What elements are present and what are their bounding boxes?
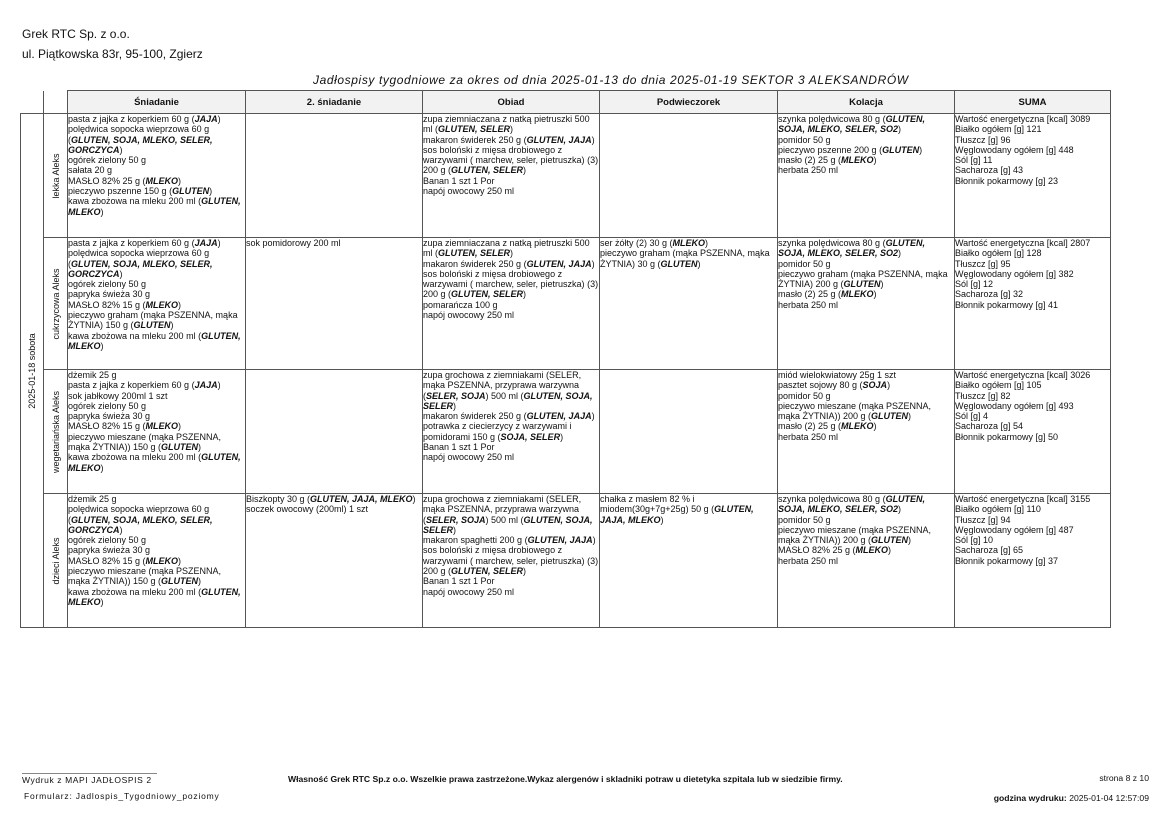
dinner-cell: [778, 494, 955, 628]
allergen-list: GLUTEN, MLEKO: [68, 330, 241, 351]
column-header-dinner: Kolacja: [778, 91, 955, 114]
allergen-list: GLUTEN, SELER: [451, 289, 524, 300]
allergen-list: MLEKO: [145, 555, 179, 566]
allergen-list: GLUTEN, JAJA: [526, 411, 592, 422]
allergen-list: GLUTEN, MLEKO: [68, 196, 241, 217]
diet-cell: [44, 494, 68, 628]
allergen-list: GLUTEN, SOJA, SELER: [423, 390, 593, 411]
weekly-menu-table: [20, 90, 1111, 628]
company-address: ul. Piątkowska 83r, 95-100, Zgierz: [22, 47, 203, 61]
allergen-list: GLUTEN: [871, 535, 909, 546]
allergen-list: GLUTEN: [882, 144, 920, 155]
allergen-list: GLUTEN: [660, 258, 698, 269]
allergen-list: GLUTEN: [172, 186, 210, 197]
second-breakfast-cell: [246, 114, 423, 238]
allergen-list: GLUTEN, SELER: [438, 248, 511, 259]
allergen-list: GLUTEN, JAJA, MLEKO: [600, 504, 754, 525]
cell-text: zupa grochowa z ziemniakami (SELER, mąka PSZENNA, przyprawa warzywna (SELER, SOJA) 500 ml (GLUTEN, SOJA, SELER) makaron świderek 250 g (GLUTEN, JAJA) potrawka z ciecierzycy z warzywami i pomidorami 150 g (SOJA, SELER) Banan 1 szt 1 Por napój owocowy 250 ml: [423, 370, 595, 463]
allergen-list: JAJA: [194, 114, 218, 124]
cell-text: Wartość energetyczna [kcal] 2807 Białko ogółem [g] 128 Tłuszcz [g] 95 Węglowodany ogółem [g] 382 Sól [g] 12 Sacharoza [g] 32 Błonnik pokarmowy [g] 41: [955, 238, 1091, 310]
footer-rights-notice: Własność Grek RTC Sp.z o.o. Wszelkie prawa zastrzeżone.Wykaz alergenów i skladniki potraw u dietetyka szpitala lub w siedzibie firmy.: [288, 774, 843, 784]
document-title: Jadłospisy tygodniowe za okres od dnia 2025-01-13 do dnia 2025-01-19 SEKTOR 3 ALEKSANDRÓW: [313, 73, 909, 87]
allergen-list: GLUTEN, SELER: [451, 165, 524, 176]
cell-text: zupa ziemniaczana z natką pietruszki 500 ml (GLUTEN, SELER) makaron świderek 250 g (GLUTEN, JAJA) sos boloński z mięsa drobiowego z warzywami ( marchew, seler, pietruszka) (3) 200 g (GLUTEN, SELER) Banan 1 szt 1 Por napój owocowy 250 ml: [423, 114, 599, 197]
table-row: [21, 238, 1111, 370]
diet-cell: [44, 238, 68, 370]
cell-text: pasta z jajka z koperkiem 60 g (JAJA) polędwica sopocka wieprzowa 60 g (GLUTEN, SOJA, MLEKO, SELER, GORCZYCA) ogórek zielony 50 g papryka świeża 30 g MASŁO 82% 15 g (MLEKO) pieczywo graham (mąka PSZENNA, mąka ŻYTNIA) 150 g (GLUTEN) kawa zbożowa na mleku 200 ml (GLUTEN, MLEKO): [68, 238, 241, 351]
allergen-list: GLUTEN, SOJA, SELER: [423, 514, 593, 535]
allergen-list: MLEKO: [145, 299, 179, 310]
table-row: [21, 494, 1111, 628]
diet-label: dzieci Aleks: [50, 536, 61, 585]
snack-cell: [600, 494, 778, 628]
sum-cell: [955, 114, 1111, 238]
allergen-list: GLUTEN, SOJA, MLEKO, SELER, GORCZYCA: [68, 258, 213, 279]
date-cell: [21, 114, 44, 628]
column-header-snack: Podwieczorek: [600, 91, 778, 114]
lunch-cell: [423, 494, 600, 628]
diet-cell: [44, 370, 68, 494]
allergen-list: JAJA: [194, 238, 218, 248]
allergen-list: GLUTEN: [161, 442, 199, 453]
allergen-list: GLUTEN, SELER: [451, 566, 524, 577]
allergen-list: MLEKO: [841, 421, 874, 432]
allergen-list: GLUTEN, JAJA: [526, 258, 592, 269]
print-time-value: 2025-01-04 12:57:09: [1069, 793, 1149, 803]
footer-printed-from: Wydruk z MAPI JADŁOSPIS 2: [22, 773, 157, 785]
cell-text: dżemik 25 g pasta z jajka z koperkiem 60 g (JAJA) sok jabłkowy 200ml 1 szt ogórek zielony 50 g papryka świeża 30 g MASŁO 82% 15 g (MLEKO) pieczywo mieszane (mąka PSZENNA, mąka ŻYTNIA)) 150 g (GLUTEN) kawa zbożowa na mleku 200 ml (GLUTEN, MLEKO): [68, 370, 241, 473]
page-number: strona 8 z 10: [1099, 773, 1149, 783]
allergen-list: GLUTEN: [871, 411, 909, 422]
allergen-list: MLEKO: [145, 175, 179, 186]
allergen-list: SELER, SOJA: [426, 390, 486, 401]
allergen-list: JAJA: [194, 380, 218, 391]
diet-label: wegetariańska Aleks: [50, 390, 61, 473]
lunch-cell: [423, 114, 600, 238]
lunch-cell: [423, 370, 600, 494]
allergen-list: MLEKO: [145, 421, 179, 432]
allergen-list: SELER, SOJA: [426, 514, 486, 525]
allergen-list: MLEKO: [841, 289, 874, 300]
cell-text: dżemik 25 g polędwica sopocka wieprzowa 60 g (GLUTEN, SOJA, MLEKO, SELER, GORCZYCA) ogórek zielony 50 g papryka świeża 30 g MASŁO 82% 15 g (MLEKO) pieczywo mieszane (mąka PSZENNA, mąka ŻYTNIA)) 150 g (GLUTEN) kawa zbożowa na mleku 200 ml (GLUTEN, MLEKO): [68, 494, 241, 607]
allergen-list: GLUTEN, MLEKO: [68, 586, 241, 607]
allergen-list: GLUTEN: [133, 320, 171, 331]
breakfast-cell: [68, 114, 246, 238]
diet-label: lekka Aleks: [50, 152, 61, 199]
allergen-list: GLUTEN, SOJA, MLEKO, SELER, SO2: [778, 494, 926, 515]
allergen-list: SOJA, SELER: [500, 431, 561, 442]
header-blank-diet: [44, 91, 68, 114]
company-header: [22, 24, 203, 64]
cell-text: miód wielokwiatowy 25g 1 szt pasztet sojowy 80 g (SOJA) pomidor 50 g pieczywo mieszane (mąka PSZENNA, mąka ŻYTNIA)) 200 g (GLUTEN) masło (2) 25 g (MLEKO) herbata 250 ml: [778, 370, 932, 442]
snack-cell: [600, 370, 778, 494]
print-time-label: godzina wydruku:: [993, 793, 1067, 803]
allergen-list: SOJA: [862, 380, 888, 391]
column-header-sum: SUMA: [955, 91, 1111, 114]
second-breakfast-cell: [246, 370, 423, 494]
cell-text: ser żółty (2) 30 g (MLEKO) pieczywo graham (mąka PSZENNA, mąka ŻYTNIA) 30 g (GLUTEN): [600, 238, 770, 269]
cell-text: Biszkopty 30 g (GLUTEN, JAJA, MLEKO) soczek owocowy (200ml) 1 szt: [246, 494, 416, 515]
column-header-lunch: Obiad: [423, 91, 600, 114]
sum-cell: [955, 370, 1111, 494]
sum-cell: [955, 238, 1111, 370]
allergen-list: GLUTEN, JAJA, MLEKO: [310, 494, 413, 504]
allergen-list: GLUTEN, MLEKO: [68, 452, 241, 473]
print-time: [994, 793, 1149, 803]
header-blank-date: [21, 91, 44, 114]
allergen-list: GLUTEN, JAJA: [527, 535, 593, 546]
table-row: [21, 114, 1111, 238]
diet-label: cukrzycowa Aleks: [50, 267, 61, 340]
cell-text: pasta z jajka z koperkiem 60 g (JAJA) polędwica sopocka wieprzowa 60 g (GLUTEN, SOJA, MLEKO, SELER, GORCZYCA) ogórek zielony 50 g sałata 20 g MASŁO 82% 25 g (MLEKO) pieczywo pszenne 150 g (GLUTEN) kawa zbożowa na mleku 200 ml (GLUTEN, MLEKO): [68, 114, 241, 217]
snack-cell: [600, 114, 778, 238]
allergen-list: GLUTEN: [161, 576, 199, 587]
allergen-list: MLEKO: [855, 545, 889, 556]
column-header-second-breakfast: 2. śniadanie: [246, 91, 423, 114]
table-row: [21, 370, 1111, 494]
lunch-cell: [423, 238, 600, 370]
allergen-list: GLUTEN: [843, 279, 881, 290]
dinner-cell: [778, 114, 955, 238]
cell-text: szynka polędwicowa 80 g (GLUTEN, SOJA, MLEKO, SELER, SO2) pomidor 50 g pieczywo pszenne 200 g (GLUTEN) masło (2) 25 g (MLEKO) herbata 250 ml: [778, 114, 926, 176]
cell-text: Wartość energetyczna [kcal] 3026 Białko ogółem [g] 105 Tłuszcz [g] 82 Węglowodany ogółem [g] 493 Sól [g] 4 Sacharoza [g] 54 Błonnik pokarmowy [g] 50: [955, 370, 1091, 442]
cell-text: zupa ziemniaczana z natką pietruszki 500 ml (GLUTEN, SELER) makaron świderek 250 g (GLUTEN, JAJA) sos boloński z mięsa drobiowego z warzywami ( marchew, seler, pietruszka) (3) 200 g (GLUTEN, SELER) pomarańcza 100 g napój owocowy 250 ml: [423, 238, 599, 321]
dinner-cell: [778, 238, 955, 370]
date-label: 2025-01-18 sobota: [27, 332, 37, 409]
dinner-cell: [778, 370, 955, 494]
footer-form-name: Formularz: Jadlospis_Tygodniowy_poziomy: [24, 791, 220, 801]
cell-text: Wartość energetyczna [kcal] 3155 Białko ogółem [g] 110 Tłuszcz [g] 94 Węglowodany ogółem [g] 487 Sól [g] 10 Sacharoza [g] 65 Błonnik pokarmowy [g] 37: [955, 494, 1091, 566]
second-breakfast-cell: [246, 238, 423, 370]
cell-text: Wartość energetyczna [kcal] 3089 Białko ogółem [g] 121 Tłuszcz [g] 96 Węglowodany ogółem [g] 448 Sól [g] 11 Sacharoza [g] 43 Błonnik pokarmowy [g] 23: [955, 114, 1091, 186]
cell-text: sok pomidorowy 200 ml: [246, 238, 341, 248]
diet-cell: [44, 114, 68, 238]
breakfast-cell: [68, 370, 246, 494]
cell-text: zupa grochowa z ziemniakami (SELER, mąka PSZENNA, przyprawa warzywna (SELER, SOJA) 500 ml (GLUTEN, SOJA, SELER) makaron spaghetti 200 g (GLUTEN, JAJA) sos boloński z mięsa drobiowego z warzywami ( marchew, seler, pietruszka) (3) 200 g (GLUTEN, SELER) Banan 1 szt 1 Por napój owocowy 250 ml: [423, 494, 599, 597]
second-breakfast-cell: [246, 494, 423, 628]
cell-text: chałka z masłem 82 % i miodem(30g+7g+25g) 50 g (GLUTEN, JAJA, MLEKO): [600, 494, 754, 525]
allergen-list: GLUTEN, SOJA, MLEKO, SELER, GORCZYCA: [68, 514, 213, 535]
cell-text: szynka polędwicowa 80 g (GLUTEN, SOJA, MLEKO, SELER, SO2) pomidor 50 g pieczywo mieszane (mąka PSZENNA, mąka ŻYTNIA)) 200 g (GLUTEN) MASŁO 82% 25 g (MLEKO) herbata 250 ml: [778, 494, 932, 566]
breakfast-cell: [68, 238, 246, 370]
allergen-list: GLUTEN, SOJA, MLEKO, SELER, SO2: [778, 114, 926, 135]
cell-text: szynka polędwicowa 80 g (GLUTEN, SOJA, MLEKO, SELER, SO2) pomidor 50 g pieczywo graham (mąka PSZENNA, mąka ŻYTNIA) 200 g (GLUTEN) masło (2) 25 g (MLEKO) herbata 250 ml: [778, 238, 948, 310]
header-row: [21, 91, 1111, 114]
snack-cell: [600, 238, 778, 370]
allergen-list: GLUTEN, SOJA, MLEKO, SELER, GORCZYCA: [68, 134, 213, 155]
sum-cell: [955, 494, 1111, 628]
company-name: Grek RTC Sp. z o.o.: [22, 27, 130, 41]
allergen-list: GLUTEN, JAJA: [526, 134, 592, 145]
allergen-list: MLEKO: [841, 155, 874, 166]
allergen-list: GLUTEN, SELER: [438, 124, 511, 135]
allergen-list: MLEKO: [672, 238, 706, 248]
breakfast-cell: [68, 494, 246, 628]
allergen-list: GLUTEN, SOJA, MLEKO, SELER, SO2: [778, 238, 926, 259]
column-header-breakfast: Śniadanie: [68, 91, 246, 114]
